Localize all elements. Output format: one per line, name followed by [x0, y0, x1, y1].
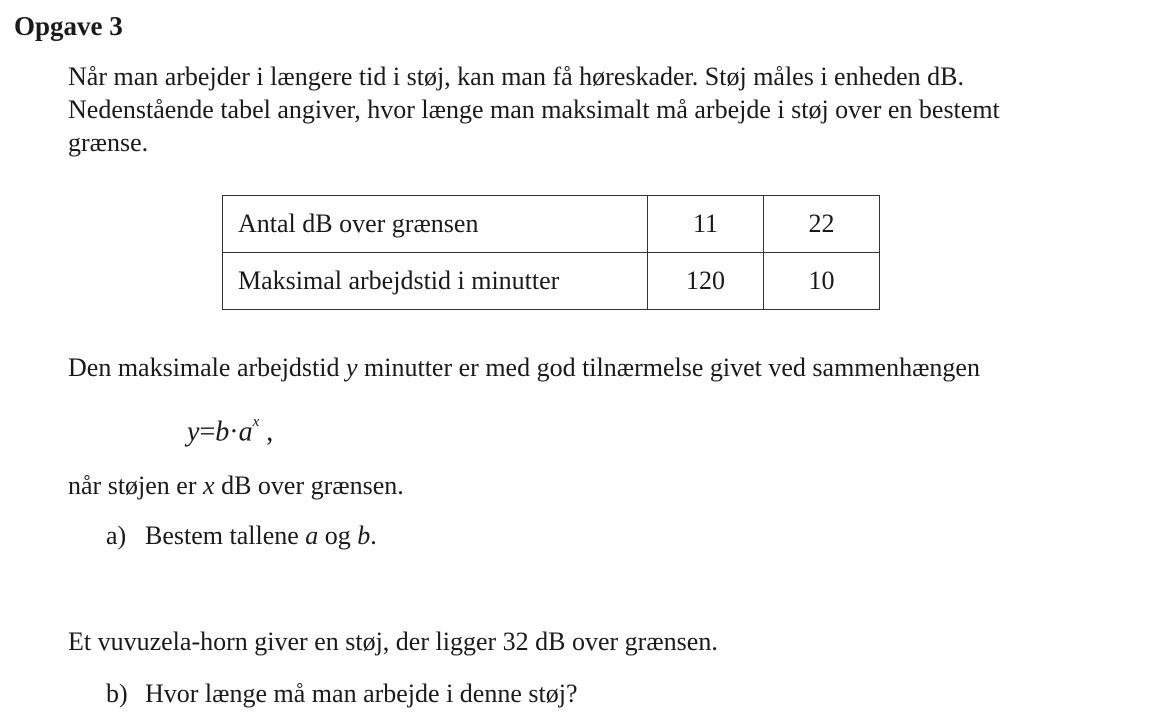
table-cell: 11 — [648, 196, 764, 253]
variable-y: y — [345, 353, 358, 382]
table-row — [223, 253, 880, 310]
intro-line: grænse. — [68, 128, 149, 157]
condition-sentence — [68, 469, 404, 502]
question-a-letter: a) — [106, 521, 127, 550]
exercise-title: Opgave 3 — [14, 11, 123, 41]
formula-y: y — [187, 416, 200, 448]
question-a-period: . — [370, 521, 377, 550]
relation-text: Den maksimale arbejdstid — [68, 353, 340, 382]
formula-exponent: x — [252, 414, 260, 430]
table-cell: 22 — [764, 196, 880, 253]
intro-line: Når man arbejder i længere tid i støj, kan man få høreskader. Støj måles i enheden dB. — [68, 62, 965, 91]
noise-table — [222, 195, 880, 310]
vuvuzela-sentence: Et vuvuzela-horn giver en støj, der ligger 32 dB over grænsen. — [68, 627, 718, 656]
question-b — [106, 677, 577, 710]
question-b-text: Hvor længe må man arbejde i denne støj? — [145, 679, 578, 708]
question-b-letter: b) — [106, 679, 128, 708]
variable-a: a — [305, 521, 319, 550]
relation-sentence — [68, 351, 980, 384]
formula — [187, 408, 273, 450]
question-a-text: Bestem tallene — [145, 521, 299, 550]
table-row — [223, 196, 880, 253]
question-a-text: og — [324, 521, 351, 550]
row-label-db: Antal dB over grænsen — [223, 196, 648, 253]
condition-text: når støjen er — [68, 471, 197, 500]
relation-text: minutter er med god tilnærmelse givet ved sammenhængen — [364, 353, 980, 382]
intro-line: Nedenstående tabel angiver, hvor længe man maksimalt må arbejde i støj over en bestemt — [68, 95, 1000, 124]
formula-equals: = — [199, 416, 216, 448]
intro-paragraph — [68, 60, 1158, 159]
row-label-minutes: Maksimal arbejdstid i minutter — [223, 253, 648, 310]
variable-x: x — [203, 471, 215, 500]
condition-text: dB over grænsen. — [221, 471, 404, 500]
formula-dot: · — [229, 416, 239, 448]
question-a — [106, 519, 377, 552]
table-cell: 10 — [764, 253, 880, 310]
formula-b: b — [215, 416, 230, 448]
formula-a: a — [238, 416, 253, 448]
table-cell: 120 — [648, 253, 764, 310]
variable-b: b — [357, 521, 371, 550]
formula-comma: , — [266, 416, 274, 448]
